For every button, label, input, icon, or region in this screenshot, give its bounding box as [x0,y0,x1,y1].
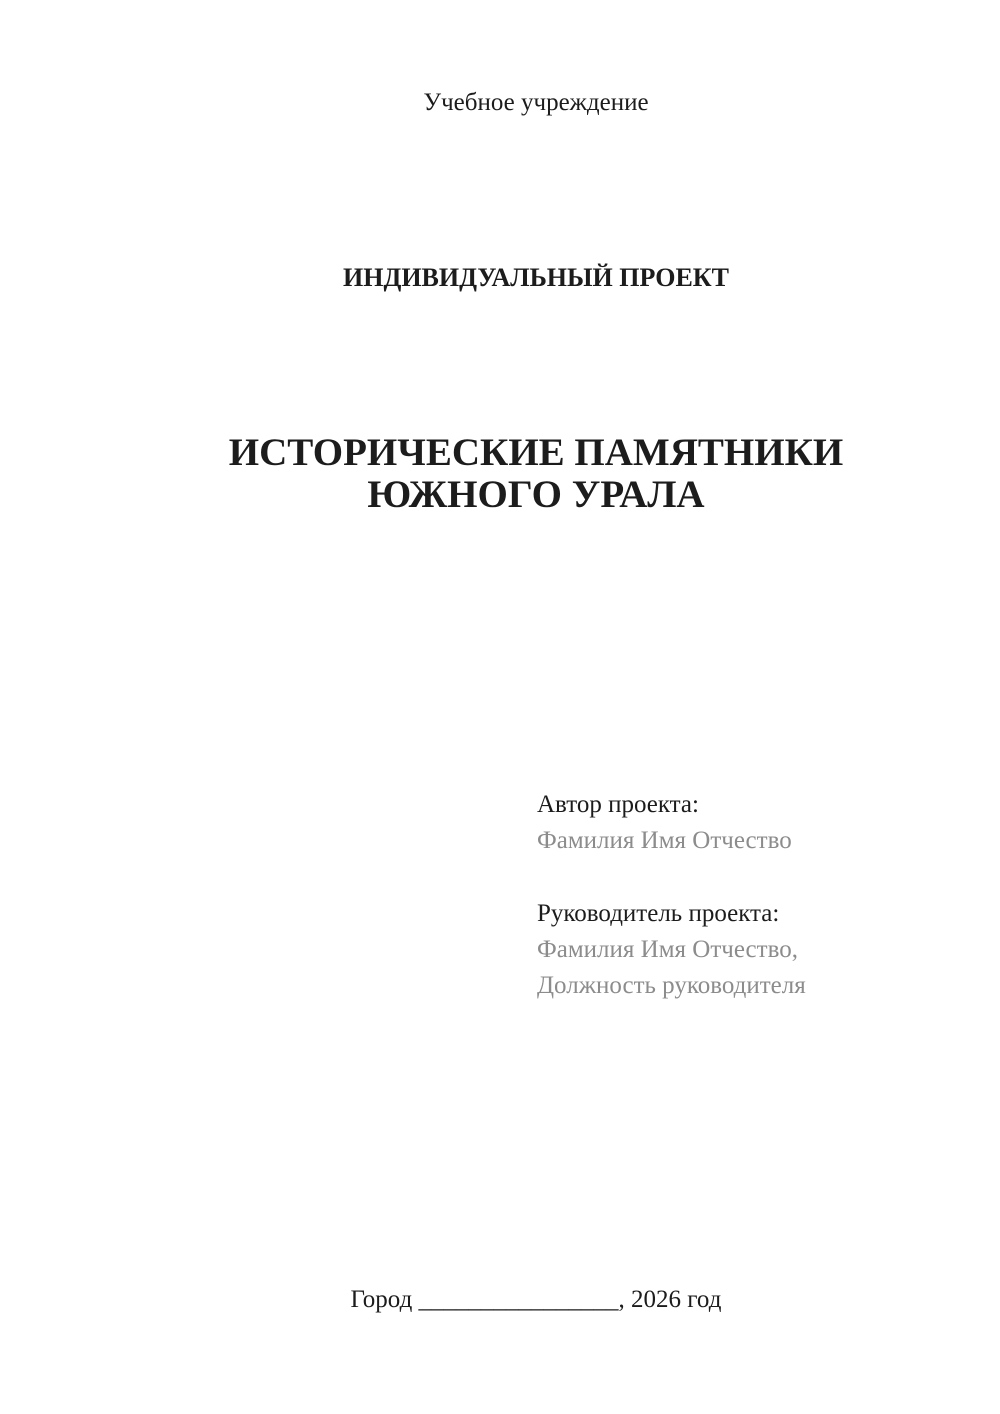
author-label: Автор проекта: [537,791,699,818]
supervisor-label: Руководитель проекта: [537,900,780,927]
supervisor-name-placeholder: Фамилия Имя Отчество, [537,936,798,963]
author-name-placeholder: Фамилия Имя Отчество [537,827,792,854]
project-title-line2: ЮЖНОГО УРАЛА [367,473,705,516]
author-section [537,787,806,859]
supervisor-section [537,896,806,1004]
institution-name: Учебное учреждение [423,89,649,116]
project-title-line1: ИСТОРИЧЕСКИЕ ПАМЯТНИКИ [228,431,844,474]
city-year-line: Город ________________, 2026 год [350,1286,722,1313]
project-type-heading: ИНДИВИДУАЛЬНЫЙ ПРОЕКТ [343,263,729,292]
project-title [143,432,929,516]
supervisor-position-placeholder: Должность руководителя [537,972,806,999]
credits-block [537,787,806,1004]
